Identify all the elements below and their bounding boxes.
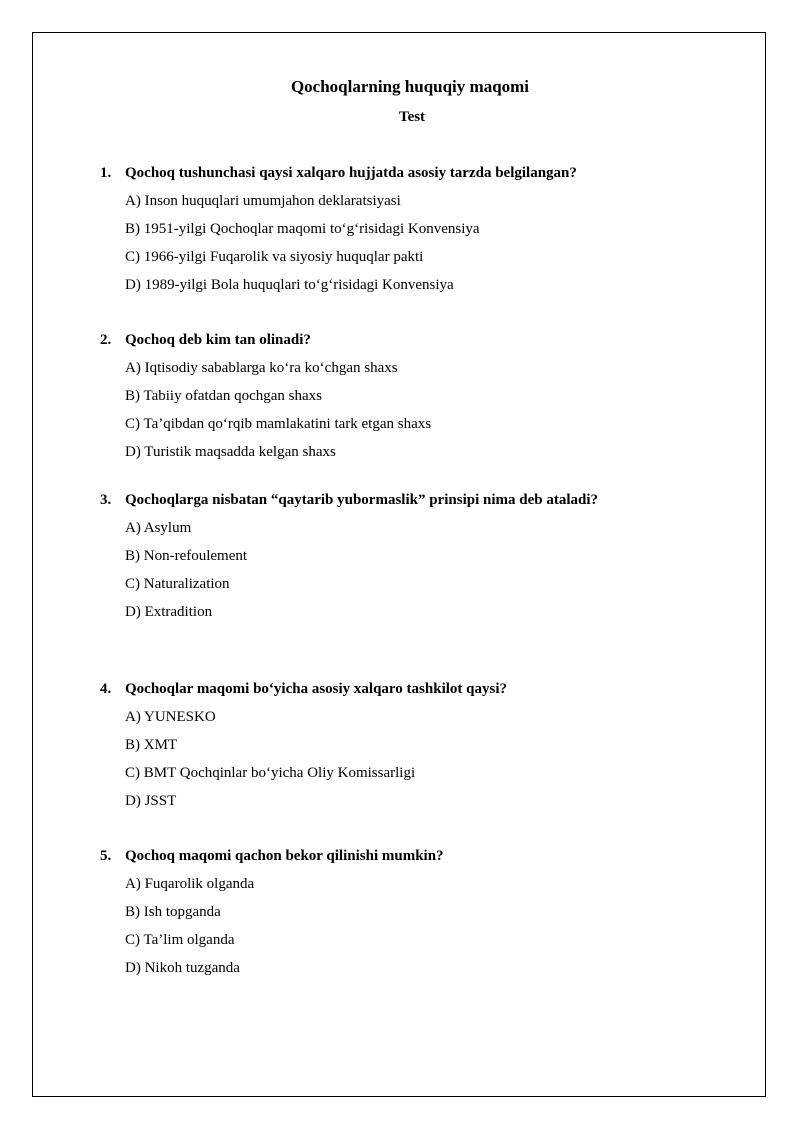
question-number: 2. [100,332,112,348]
answer-option-d: D) JSST [125,793,177,809]
answer-option-a: A) YUNESKO [125,709,216,725]
question-text: Qochoq tushunchasi qaysi xalqaro hujjatda asosiy tarzda belgilangan? [125,165,577,181]
question-text: Qochoqlar maqomi bo‘yicha asosiy xalqaro tashkilot qaysi? [125,681,508,697]
answer-option-b: B) Ish topganda [125,904,221,920]
question-3 [0,491,800,631]
document-subtitle: Test [398,109,426,125]
question-header [0,680,800,708]
question-number: 3. [100,492,112,508]
question-number: 5. [100,848,112,864]
answer-option-c: C) 1966-yilgi Fuqarolik va siyosiy huquqlar pakti [125,249,424,265]
question-number: 1. [100,165,112,181]
question-1 [0,164,800,304]
answer-option-d: D) Extradition [125,604,213,620]
question-4 [0,680,800,820]
question-header [0,164,800,192]
question-number: 4. [100,681,112,697]
answer-option-c: C) Naturalization [125,576,230,592]
answer-option-c: C) Ta’lim olganda [125,932,235,948]
question-header [0,847,800,875]
answer-option-b: B) Tabiiy ofatdan qochgan shaxs [125,388,322,404]
answer-option-a: A) Fuqarolik olganda [125,876,255,892]
answer-option-b: B) Non-refoulement [125,548,248,564]
answer-option-d: D) 1989-yilgi Bola huquqlari to‘g‘risidagi Konvensiya [125,277,454,293]
answer-option-c: C) Ta’qibdan qo‘rqib mamlakatini tark etgan shaxs [125,416,432,432]
answer-option-c: C) BMT Qochqinlar bo‘yicha Oliy Komissarligi [125,765,416,781]
answer-option-b: B) XMT [125,737,178,753]
question-text: Qochoqlarga nisbatan “qaytarib yubormaslik” prinsipi nima deb ataladi? [125,492,599,508]
question-text: Qochoq maqomi qachon bekor qilinishi mumkin? [125,848,444,864]
answer-option-b: B) 1951-yilgi Qochoqlar maqomi to‘g‘risidagi Konvensiya [125,221,480,237]
document-title: Qochoqlarning huquqiy maqomi [290,77,530,96]
answer-option-a: A) Iqtisodiy sabablarga ko‘ra ko‘chgan shaxs [125,360,398,376]
question-text: Qochoq deb kim tan olinadi? [125,332,311,348]
answer-option-a: A) Asylum [125,520,192,536]
question-5 [0,847,800,987]
answer-option-a: A) Inson huquqlari umumjahon deklaratsiyasi [125,193,401,209]
question-2 [0,331,800,471]
answer-option-d: D) Nikoh tuzganda [125,960,240,976]
question-header [0,331,800,359]
question-header [0,491,800,519]
answer-option-d: D) Turistik maqsadda kelgan shaxs [125,444,336,460]
